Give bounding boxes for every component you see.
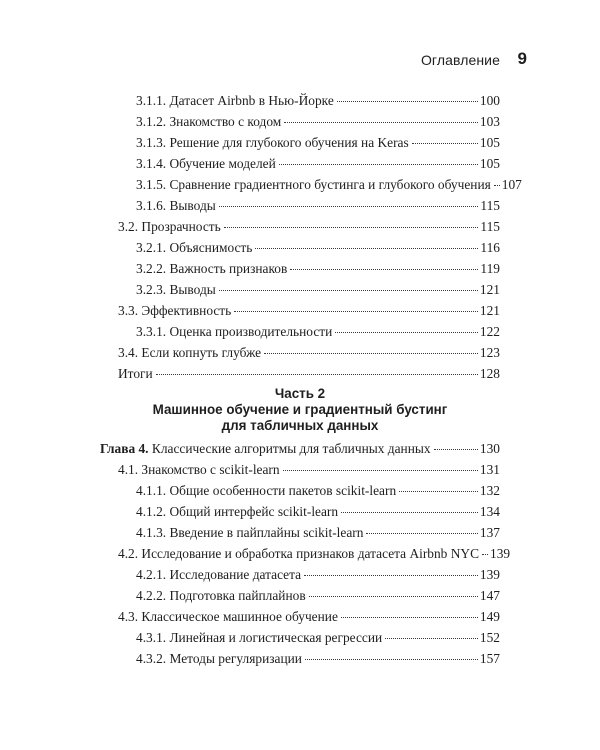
toc-entry <box>100 300 500 321</box>
dot-leader <box>224 227 479 228</box>
toc-entry-page: 137 <box>479 525 500 540</box>
toc-entry-title: 4.1.2. Общий интерфейс scikit-learn <box>136 504 339 519</box>
toc-entry <box>100 132 500 153</box>
dot-leader <box>434 449 478 450</box>
toc-entry-page: 149 <box>479 609 500 624</box>
toc-entry-page: 116 <box>480 240 500 255</box>
toc-entry-page: 115 <box>480 198 500 213</box>
toc-entry <box>100 111 500 132</box>
toc-entry <box>100 153 500 174</box>
page-number: 9 <box>517 49 527 68</box>
toc-section-part-2 <box>100 438 511 669</box>
toc-entry <box>100 321 500 342</box>
dot-leader <box>305 659 478 660</box>
toc-entry-page: 132 <box>479 483 500 498</box>
toc-entry-page: 105 <box>479 156 500 171</box>
toc-entry-title <box>100 438 431 459</box>
toc-entry <box>100 90 500 111</box>
dot-leader <box>304 575 478 576</box>
dot-leader <box>283 470 478 471</box>
running-title: Оглавление <box>420 52 500 68</box>
part-title-line-2: для табличных данных <box>221 418 379 433</box>
dot-leader <box>219 290 478 291</box>
dot-leader <box>255 248 478 249</box>
toc-entry-title: 3.1.2. Знакомство с кодом <box>136 114 282 129</box>
toc-entry-title: 4.1.1. Общие особенности пакетов scikit-learn <box>136 483 397 498</box>
toc-entry <box>100 627 500 648</box>
toc-entry-title: 4.2.1. Исследование датасета <box>136 567 302 582</box>
toc-entry <box>100 342 500 363</box>
toc-entry-title: 4.2.2. Подготовка пайплайнов <box>136 588 306 603</box>
toc-entry <box>100 174 522 195</box>
dot-leader <box>494 185 500 186</box>
toc-entry-title: 3.1.4. Обучение моделей <box>136 156 276 171</box>
dot-leader <box>385 638 478 639</box>
toc-entry <box>100 459 500 480</box>
toc-entry <box>100 543 511 564</box>
toc-entry <box>100 237 500 258</box>
toc-entry-title: 3.3. Эффективность <box>118 303 232 318</box>
dot-leader <box>341 617 478 618</box>
toc-entry <box>100 216 500 237</box>
toc-entry-page: 128 <box>479 366 500 381</box>
toc-entry-title: 3.2. Прозрачность <box>118 219 221 234</box>
toc-entry-page: 134 <box>479 504 500 519</box>
toc-entry <box>100 564 500 585</box>
toc-entry-title: Итоги <box>118 366 153 381</box>
toc-entry <box>100 480 500 501</box>
toc-entry <box>100 522 500 543</box>
part-number: Часть 2 <box>274 386 326 401</box>
toc-entry-title: 3.1.6. Выводы <box>136 198 216 213</box>
toc-entry-title: 4.3.1. Линейная и логистическая регрессии <box>136 630 383 645</box>
dot-leader <box>399 491 478 492</box>
dot-leader <box>366 533 477 534</box>
part-heading <box>100 386 500 434</box>
toc-entry <box>100 195 500 216</box>
toc-entry-title: 4.3. Классическое машинное обучение <box>118 609 338 624</box>
toc-entry-page: 115 <box>480 219 500 234</box>
toc-entry-title: 3.3.1. Оценка производительности <box>136 324 333 339</box>
toc-entry-page: 157 <box>479 651 500 666</box>
dot-leader <box>284 122 478 123</box>
toc-entry-page: 130 <box>479 441 500 456</box>
toc-entry <box>100 606 500 627</box>
toc-entry-title: 4.2. Исследование и обработка признаков датасета Airbnb NYC <box>118 546 479 561</box>
part-title-line-1: Машинное обучение и градиентный бустинг <box>152 402 448 417</box>
dot-leader <box>335 332 478 333</box>
dot-leader <box>279 164 478 165</box>
dot-leader <box>337 101 478 102</box>
dot-leader <box>219 206 479 207</box>
toc-entry-title: 3.2.1. Объяснимость <box>136 240 253 255</box>
toc-entry-title: 4.1. Знакомство с scikit-learn <box>118 462 280 477</box>
toc-entry-title: 3.2.3. Выводы <box>136 282 216 297</box>
dot-leader <box>264 353 478 354</box>
toc-entry-title: 3.1.3. Решение для глубокого обучения на Keras <box>136 135 409 150</box>
toc-entry <box>100 279 500 300</box>
toc-entry <box>100 585 500 606</box>
toc-entry <box>100 438 500 459</box>
toc-section-chapter-3 <box>100 90 522 384</box>
dot-leader <box>412 143 478 144</box>
toc-entry-title: 3.1.5. Сравнение градиентного бустинга и глубокого обучения <box>136 177 491 192</box>
toc-entry-page: 121 <box>479 303 500 318</box>
toc-entry-page: 103 <box>479 114 500 129</box>
toc-entry-page: 131 <box>479 462 500 477</box>
dot-leader <box>234 311 478 312</box>
toc-entry-page: 147 <box>479 588 500 603</box>
dot-leader <box>482 554 488 555</box>
toc-entry-page: 152 <box>479 630 500 645</box>
toc-entry-title: 3.4. Если копнуть глубже <box>118 345 262 360</box>
toc-entry-page: 139 <box>490 546 511 561</box>
toc-entry-title: 3.2.2. Важность признаков <box>136 261 288 276</box>
toc-entry <box>100 363 500 384</box>
toc-entry <box>100 501 500 522</box>
toc-entry-title: 3.1.1. Датасет Airbnb в Нью-Йорке <box>136 93 334 108</box>
toc-entry-page: 107 <box>501 177 522 192</box>
toc-entry-page: 100 <box>479 93 500 108</box>
dot-leader <box>290 269 478 270</box>
toc-entry-page: 119 <box>480 261 500 276</box>
dot-leader <box>309 596 478 597</box>
toc-entry <box>100 258 500 279</box>
toc-entry-page: 122 <box>479 324 500 339</box>
toc-entry-page: 121 <box>479 282 500 297</box>
dot-leader <box>156 374 478 375</box>
toc-entry-page: 139 <box>479 567 500 582</box>
toc-entry-page: 105 <box>479 135 500 150</box>
dot-leader <box>341 512 478 513</box>
chapter-title: Классические алгоритмы для табличных данных <box>148 441 431 456</box>
chapter-label: Глава 4. <box>100 441 149 456</box>
toc-entry-title: 4.1.3. Введение в пайплайны scikit-learn <box>136 525 364 540</box>
toc-entry <box>100 648 500 669</box>
toc-entry-page: 123 <box>479 345 500 360</box>
toc-entry-title: 4.3.2. Методы регуляризации <box>136 651 302 666</box>
